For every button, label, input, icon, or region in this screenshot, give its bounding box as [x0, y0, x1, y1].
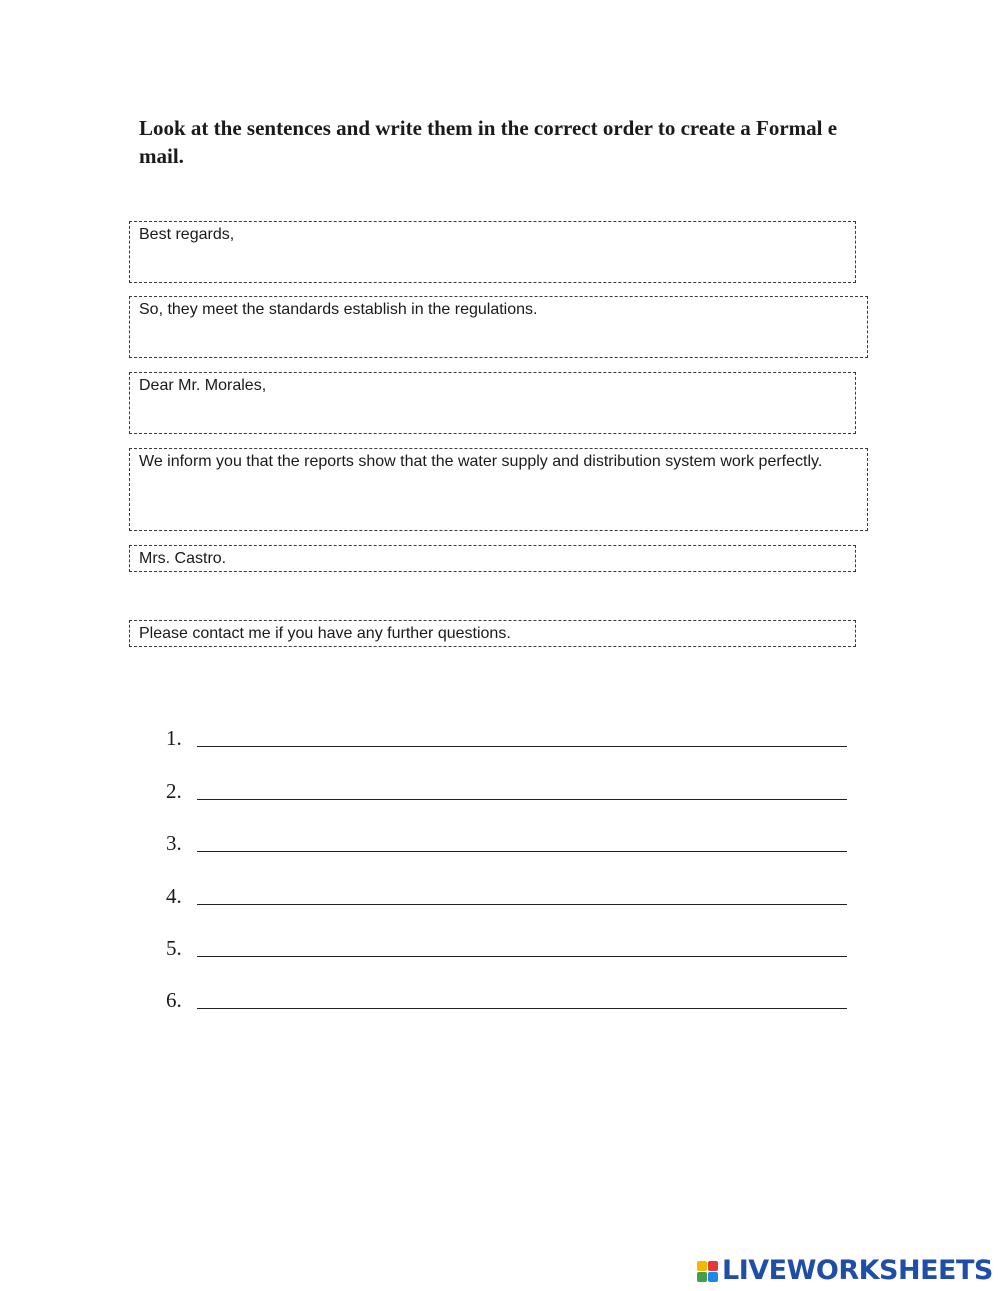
answer-row — [166, 910, 856, 962]
sentence-text: Dear Mr. Morales, — [139, 377, 267, 394]
answer-line[interactable] — [197, 746, 847, 747]
sentence-text: Mrs. Castro. — [139, 550, 227, 567]
logo-block — [708, 1272, 718, 1282]
logo-blocks-icon — [697, 1261, 718, 1282]
sentence-box-4[interactable] — [129, 448, 868, 531]
sentence-text: Please contact me if you have any further questions. — [139, 625, 511, 642]
logo-block — [708, 1261, 718, 1271]
answer-line[interactable] — [197, 851, 847, 852]
answer-row — [166, 700, 856, 752]
answer-number: 5. — [166, 935, 182, 960]
answer-number: 6. — [166, 988, 182, 1013]
logo-text: LIVEWORKSHEETS — [722, 1255, 993, 1286]
answer-row — [166, 962, 856, 1014]
logo-block — [697, 1272, 707, 1282]
answer-line[interactable] — [197, 904, 847, 905]
answer-number: 3. — [166, 831, 182, 856]
answer-row — [166, 857, 856, 909]
sentence-text: Best regards, — [139, 226, 235, 243]
answer-row — [166, 752, 856, 804]
sentence-text: We inform you that the reports show that the water supply and distribution system work perfectly. — [139, 453, 823, 470]
sentence-box-5[interactable] — [129, 545, 856, 572]
instructions-heading: Look at the sentences and write them in the correct order to create a Formal e mail. — [139, 116, 838, 168]
sentence-box-3[interactable] — [129, 372, 856, 434]
sentence-text: So, they meet the standards establish in the regulations. — [139, 301, 538, 318]
answer-number: 1. — [166, 726, 182, 751]
answer-row — [166, 805, 856, 857]
answer-line[interactable] — [197, 956, 847, 957]
sentence-box-1[interactable] — [129, 221, 856, 283]
answer-line[interactable] — [197, 1008, 847, 1009]
answer-list — [166, 700, 856, 1014]
answer-number: 2. — [166, 778, 182, 803]
liveworksheets-logo — [697, 1256, 993, 1286]
sentence-box-6[interactable] — [129, 620, 856, 647]
answer-line[interactable] — [197, 799, 847, 800]
answer-number: 4. — [166, 883, 182, 908]
logo-block — [697, 1261, 707, 1271]
sentence-box-2[interactable] — [129, 296, 868, 358]
